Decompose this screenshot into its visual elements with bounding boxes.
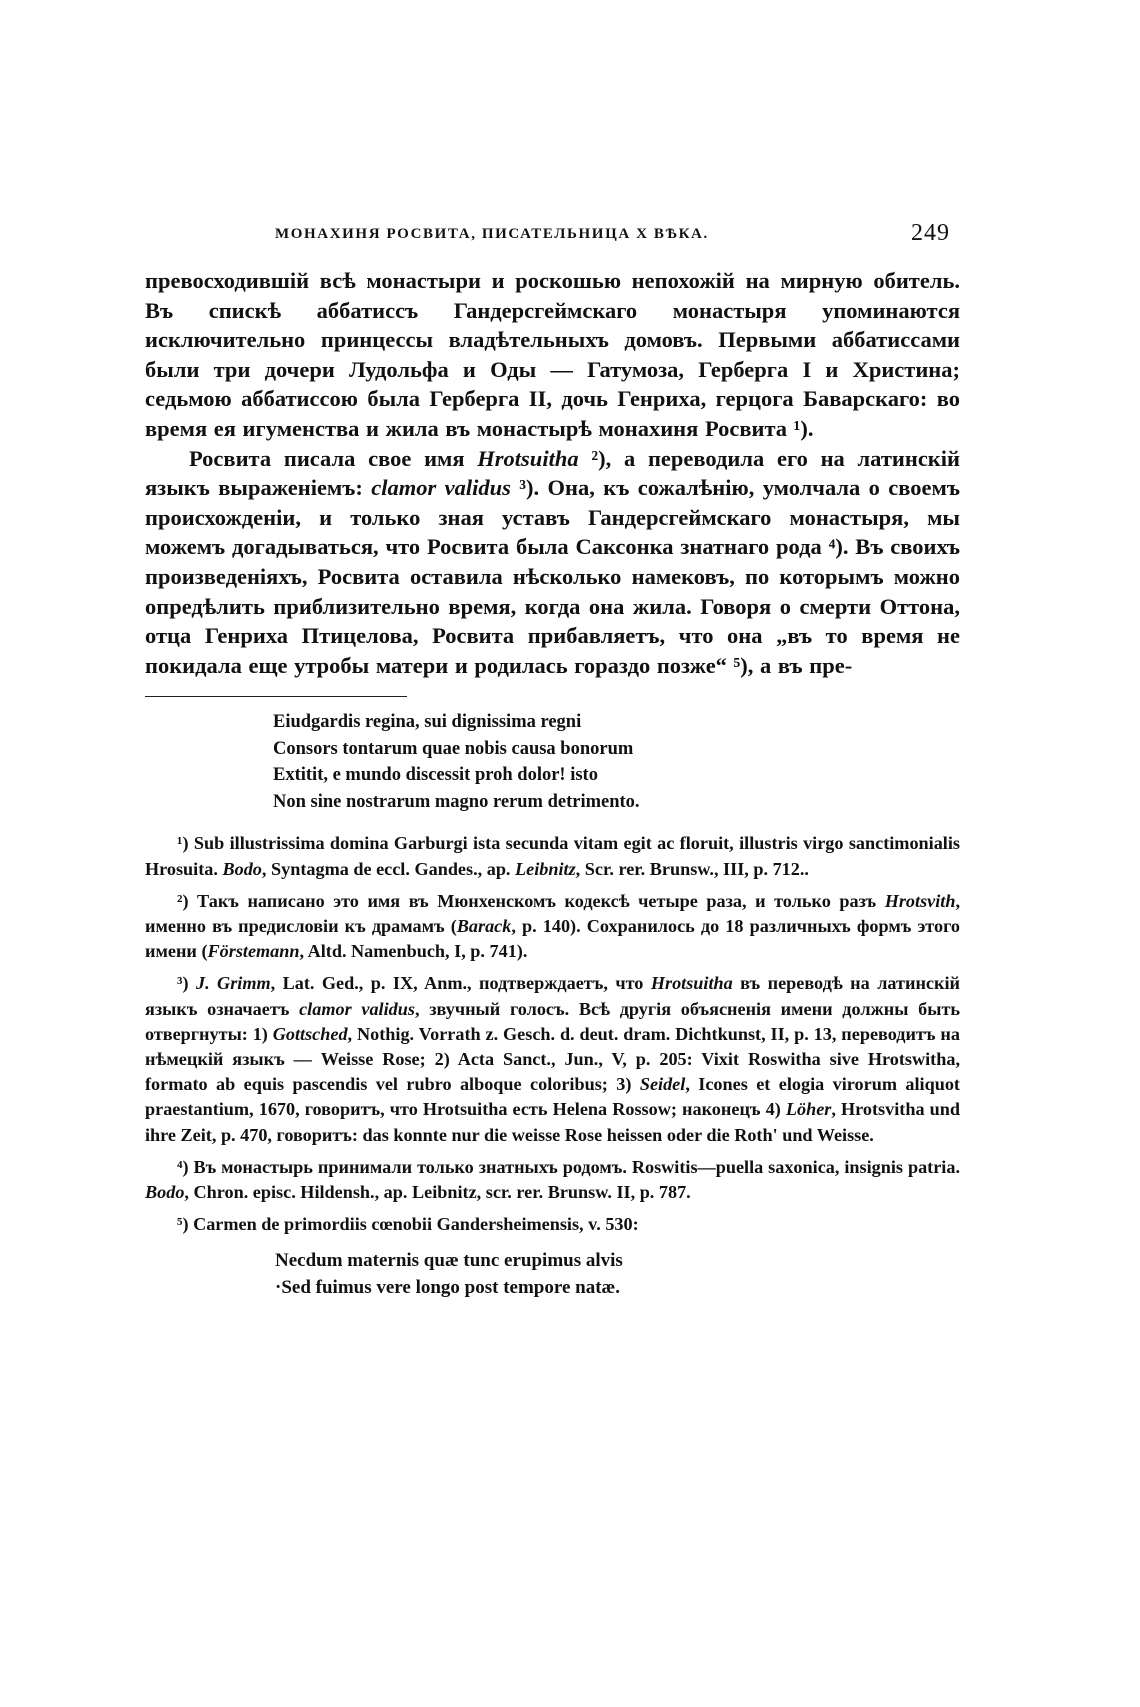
footnote-2-forstemann: Förstemann: [207, 941, 300, 962]
book-page: [145, 220, 960, 1301]
footnote-1-bodo: Bodo: [222, 858, 262, 879]
para2-text-a: Росвита писала свое имя: [189, 445, 478, 471]
main-text: [145, 266, 960, 680]
footnote-2-text-b: , именно въ предисловіи къ драмамъ (: [145, 890, 960, 936]
footnote-2-barack: Barack: [456, 915, 512, 936]
footnote-3: [145, 971, 960, 1147]
paragraph-1: превосходившій всѣ монастыри и роскошью непохожій на мирную обитель. Въ спискѣ аббатиссъ Гандерсгеймскаго монастыря упоминаются исключительно принцессы владѣтельныхъ домовъ. Первыми аббатиссами были три дочери Лудольфа и Оды — Гатумоза, Герберга I и Христина; седьмою аббатиссою была Герберга II, дочь Генриха, герцога Баварскаго: во время ея игуменства и жила въ монастырѣ монахиня Росвита ¹).: [145, 268, 960, 441]
footnote-3-clamor-validus: clamor validus: [299, 998, 415, 1019]
footnote-5-text-a: Carmen de primordiis cœnobii Gandersheimensis, v. 530:: [188, 1214, 639, 1235]
footnote-4: [145, 1155, 960, 1205]
latin-verse-1: [273, 709, 960, 815]
footnote-1-text-a: Sub illustrissima domina Garburgi ista secunda vitam egit ac floruit, illustris virgo sanctimonialis Hrosuita.: [145, 833, 960, 879]
footnote-3-text-f: , Hrotsvitha und ihre Zeit, p. 470, говоритъ: das konnte nur die weisse Rose heissen oder die Roth' und Weisse.: [145, 1099, 960, 1145]
footnote-1-text-b: , Syntagma de eccl. Gandes., ap.: [261, 858, 516, 879]
footnote-1-leibnitz: Leibnitz: [515, 858, 576, 879]
footnote-2-text-d: , Altd. Namenbuch, I, p. 741).: [299, 941, 528, 962]
footnote-2-text-a: Такъ написано это имя въ Мюнхенскомъ кодексѣ четыре раза, и только разъ: [188, 890, 885, 911]
footnote-5: [145, 1212, 960, 1237]
verse2-line: Necdum maternis quæ tunc erupimus alvis: [275, 1250, 623, 1272]
verse1-line: Eiudgardis regina, sui dignissima regni: [273, 712, 582, 733]
footnote-3-hrotsuitha: Hrotsuitha: [650, 973, 733, 994]
footnote-1-text-c: , Scr. rer. Brunsw., III, p. 712..: [575, 858, 809, 879]
footnote-4-text-b: , Chron. episc. Hildensh., ap. Leibnitz, scr. rer. Brunsw. II, p. 787.: [184, 1181, 691, 1202]
footnote-2: [145, 889, 960, 965]
page-header: [145, 220, 960, 260]
footnote-3-grimm: J. Grimm: [195, 973, 271, 994]
para2-text-c: ³). Она, къ сожалѣнію, умолчала о своемъ происхожденіи, и только зная уставъ Гандерсгеймскаго монастыря, мы можемъ догадываться, что Росвита была Саксонка знатнаго рода ⁴). Въ своихъ произведеніяхъ, Росвита оставила нѣсколько намековъ, по которымъ можно опредѣлить приблизительно время, когда она жила. Говоря о смерти Оттона, отца Генриха Птицелова, Росвита прибавляетъ, что она „въ то время не покидала еще утробы матери и родилась гораздо позже“ ⁵), а въ пре-: [145, 475, 960, 678]
verse2-line: ·Sed fuimus vere longo post tempore natæ.: [275, 1277, 620, 1299]
page-number: 249: [911, 220, 950, 246]
running-title: МОНАХИНЯ РОСВИТА, ПИСАТЕЛЬНИЦА X ВѢКА.: [275, 226, 709, 242]
footnote-3-text-a: , Lat. Ged., p. IX, Anm., подтверждаетъ, что: [270, 973, 651, 994]
footnote-3-text-c: , звучный голосъ. Всѣ другія объясненія имени должны быть отвергнуты: 1): [145, 998, 960, 1044]
verse1-line: Consors tontarum quae nobis causa bonorum: [273, 738, 634, 759]
footnote-3-gottsched: Gottsched: [272, 1023, 348, 1044]
footnote-4-text-a: Въ монастырь принимали только знатныхъ родомъ. Roswitis—puella saxonica, insignis patria.: [188, 1156, 960, 1177]
para2-hrotsuitha: Hrotsuitha: [477, 445, 579, 471]
footnote-2-hrotsvith: Hrotsvith: [884, 890, 956, 911]
footnote-separator: [145, 696, 407, 697]
para2-clamor-validus: clamor validus: [371, 475, 511, 501]
footnote-3-mark: ³): [177, 973, 189, 994]
footnote-1-mark: ¹): [177, 833, 189, 854]
footnote-1: [145, 831, 960, 881]
footnote-5-mark: ⁵): [177, 1214, 189, 1235]
paragraph-2: [145, 444, 960, 681]
footnote-3-text-d: , Nothig. Vorrath z. Gesch. d. deut. dram. Dichtkunst, II, p. 13, переводитъ на нѣмецкій языкъ — Weisse Rose; 2) Acta Sanct., Jun., V, p. 205: Vixit Roswitha sive Hrotswitha, formato ab equis pascendis vel rubro alboque coloribus; 3): [145, 1023, 960, 1095]
footnote-2-text-c: , p. 140). Сохранилось до 18 различныхъ формъ этого имени (: [145, 915, 960, 962]
footnote-3-text-e: , Icones et elogia virorum aliquot praestantium, 1670, говоритъ, что Hrotsuitha есть Helena Rossow; наконецъ 4): [145, 1074, 960, 1120]
footnotes: [145, 831, 960, 1237]
footnote-3-text-b: въ переводѣ на латинскій языкъ означаетъ: [145, 973, 961, 1019]
footnote-2-mark: ²): [177, 890, 189, 911]
latin-verse-2: [275, 1247, 960, 1301]
verse1-line: Extitit, e mundo discessit proh dolor! isto: [273, 765, 598, 786]
footnote-4-mark: ⁴): [177, 1156, 189, 1177]
footnote-3-loher: Löher: [785, 1099, 832, 1120]
para2-text-b: ²), а переводила его на латинскій языкъ выраженіемъ:: [145, 445, 960, 501]
footnote-3-seidel: Seidel: [639, 1074, 686, 1095]
verse1-line: Non sine nostrarum magno rerum detrimento.: [273, 791, 640, 812]
footnote-4-bodo: Bodo: [145, 1181, 185, 1202]
